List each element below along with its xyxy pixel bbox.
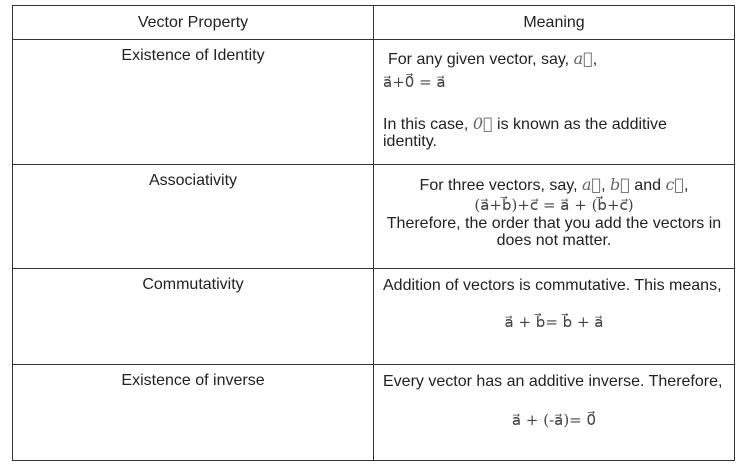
property-cell: Existence of Identity: [13, 40, 374, 165]
meaning-cell: [374, 40, 735, 165]
meaning-text-part: is known as the additive identity.: [383, 116, 667, 150]
meaning-text-part: For any given vector, say,: [388, 51, 574, 68]
meaning-text: Addition of vectors is commutative. This means,: [383, 277, 722, 294]
header-row: [13, 6, 735, 40]
meaning-text: [383, 91, 725, 150]
meaning-text: For three vectors, say, a⃗, b⃗ and c⃗,: [419, 175, 689, 194]
vector-b: b⃗: [610, 175, 630, 194]
meaning-text-part: In this case,: [383, 116, 473, 133]
header-meaning: Meaning: [374, 6, 735, 40]
vector-zero: 0⃗: [472, 114, 493, 133]
property-cell: Existence of inverse: [13, 365, 374, 461]
table-row: [13, 165, 735, 269]
header-vector-property: Vector Property: [13, 6, 374, 40]
meaning-text: [383, 40, 725, 68]
meaning-cell: [374, 269, 735, 365]
meaning-text: Therefore, the order that you add the vectors in does not matter.: [386, 215, 722, 249]
meaning-cell: [374, 165, 735, 269]
meaning-text-part: ,: [592, 51, 598, 68]
vector-a: a⃗: [573, 49, 593, 68]
meaning-text-part: For three vectors, say,: [419, 177, 582, 194]
meaning-cell: [374, 365, 735, 461]
meaning-text-part: and: [629, 177, 666, 194]
property-cell: Associativity: [13, 165, 374, 269]
table-row: [13, 269, 735, 365]
property-cell: Commutativity: [13, 269, 374, 365]
vector-a: a⃗: [581, 175, 602, 194]
vector-properties-table: [12, 5, 735, 461]
inverse-equation: a⃗ + (-a⃗)= 0⃗: [511, 411, 597, 429]
identity-equation: a⃗+0⃗ = a⃗: [383, 73, 446, 91]
table-row: [13, 365, 735, 461]
associativity-equation: (a⃗+b⃗)+c⃗ = a⃗ + (b⃗+c⃗): [474, 196, 634, 214]
table-row: [13, 40, 735, 165]
meaning-text: Every vector has an additive inverse. Therefore,: [383, 373, 723, 390]
vector-c: c⃗: [665, 175, 684, 194]
commutativity-equation: a⃗ + b⃗= b⃗ + a⃗: [504, 313, 604, 331]
